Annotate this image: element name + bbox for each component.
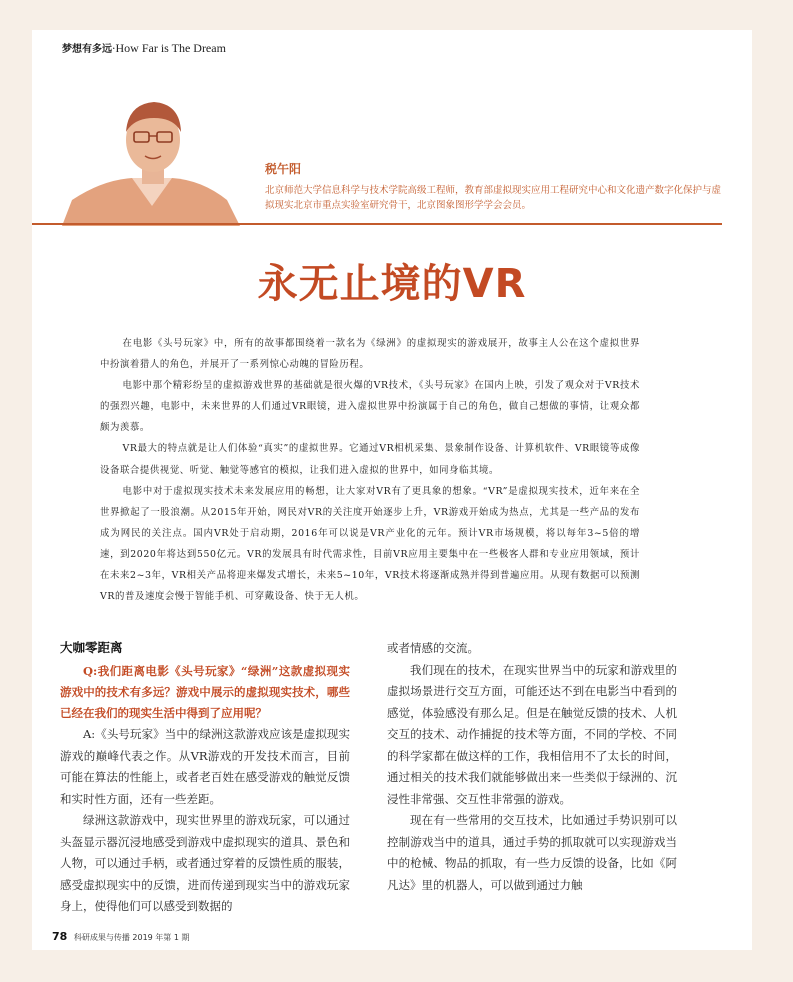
continued-text: 或者情感的交流。	[387, 641, 479, 655]
intro-paragraph: 电影中对于虚拟现实技术未来发展应用的畅想，让大家对VR有了更具象的想象。“VR”是虚拟现实技术，近年来在全世界掀起了一股浪潮。从2015年开始，网民对VR的关注度开始逐步上升，VR游戏开始成为热点，尤其是一些产品的发布成为网民的关注点。国内VR处于启动期，2016年可以说是VR产业化的元年。预计VR市场规模，将以每年3~5倍的增速，到2020年将达到550亿元。VR的发展具有时代需求性，目前VR应用主要集中在一些极客人群和专业应用领域，预计在未来2~3年，VR相关产品将迎来爆发式增长，未来5~10年，VR技术将逐渐成熟并得到普遍应用。从现有数据可以预测VR的普及速度会慢于智能手机、可穿戴设备、快于无人机。	[100, 485, 640, 603]
intro-paragraph: VR最大的特点就是让人们体验“真实”的虚拟世界。它通过VR相机采集、景象制作设备、计算机软件、VR眼镜等成像设备联合提供视觉、听觉、触觉等感官的模拟，让我们进入虚拟的世界中，如同身临其境。	[100, 443, 640, 476]
author-bio: 北京师范大学信息科学与技术学院高级工程师，教育部虚拟现实应用工程研究中心和文化遗产数字化保护与虚拟现实北京市重点实验室研究骨干，北京图象图形学学会会员。	[265, 185, 722, 211]
running-head-cn: 梦想有多远	[62, 44, 112, 55]
interview-question: Q:我们距离电影《头号玩家》“绿洲”这款虚拟现实游戏中的技术有多远？游戏中展示的虚拟现实技术，哪些已经在我们的现实生活中得到了应用呢？	[60, 664, 350, 720]
author-name: 税午阳	[265, 162, 302, 176]
answer-paragraph: 我们现在的技术，在现实世界当中的玩家和游戏里的虚拟场景进行交互方面，可能还达不到在电影当中看到的感觉，体验感没有那么足。但是在触觉反馈的技术、人机交互的技术、动作捕捉的技术等方面，不同的学校、不同的科学家都在做这样的工作，我相信用不了太长的时间，通过相关的技术我们就能够做出来一些类似于绿洲的、沉浸性非常强、交互性非常强的游戏。	[387, 662, 677, 806]
answer-paragraph: A:《头号玩家》当中的绿洲这款游戏应该是虚拟现实游戏的巅峰代表之作。从VR游戏的开发技术而言，目前可能在算法的性能上，或者老百姓在感受游戏的触觉反馈和实时性方面，还有一些差距。	[60, 727, 350, 806]
page-footer	[52, 930, 189, 943]
right-column	[387, 638, 677, 896]
magazine-page	[32, 30, 752, 950]
left-body	[60, 724, 350, 918]
intro-paragraph: 电影中那个精彩纷呈的虚拟游戏世界的基础就是很火爆的VR技术，《头号玩家》在国内上映，引发了观众对于VR技术的强烈兴趣，电影中，未来世界的人们通过VR眼镜，进入虚拟世界中扮演属于自己的角色，做自己想做的事情，让观众都颇为羡慕。	[100, 380, 640, 434]
intro-paragraph: 在电影《头号玩家》中，所有的故事都围绕着一款名为《绿洲》的虚拟现实的游戏展开，故事主人公在这个虚拟世界中扮演着猎人的角色，并展开了一系列惊心动魄的冒险历程。	[100, 338, 640, 371]
header-rule	[32, 223, 722, 225]
journal-info: 科研成果与传播 2019 年第 1 期	[73, 933, 190, 942]
running-head	[62, 40, 226, 56]
article-title: 永无止境的VR	[257, 261, 527, 307]
page-number: 78	[52, 930, 68, 943]
running-head-separator: ·	[112, 42, 116, 55]
portrait-illustration	[62, 88, 242, 226]
running-head-en: How Far is The Dream	[115, 41, 226, 55]
right-body	[387, 638, 677, 896]
author-portrait	[62, 88, 242, 226]
section-heading: 大咖零距离	[60, 640, 123, 655]
intro-section	[100, 333, 640, 607]
answer-paragraph: 绿洲这款游戏中，现实世界里的游戏玩家，可以通过头盔显示器沉浸地感受到游戏中虚拟现实的道具、景色和人物，可以通过手柄，或者通过穿着的反馈性质的服装，感受虚拟现实中的反馈，进而传递到现实当中的游戏玩家身上，使得他们可以感受到数据的	[60, 813, 350, 913]
answer-paragraph: 现在有一些常用的交互技术，比如通过手势识别可以控制游戏当中的道具，通过手势的抓取就可以实现游戏当中的枪械、物品的抓取，有一些力反馈的设备，比如《阿凡达》里的机器人，可以做到通过力触	[387, 813, 677, 892]
author-block	[265, 160, 725, 213]
left-column	[60, 638, 350, 918]
